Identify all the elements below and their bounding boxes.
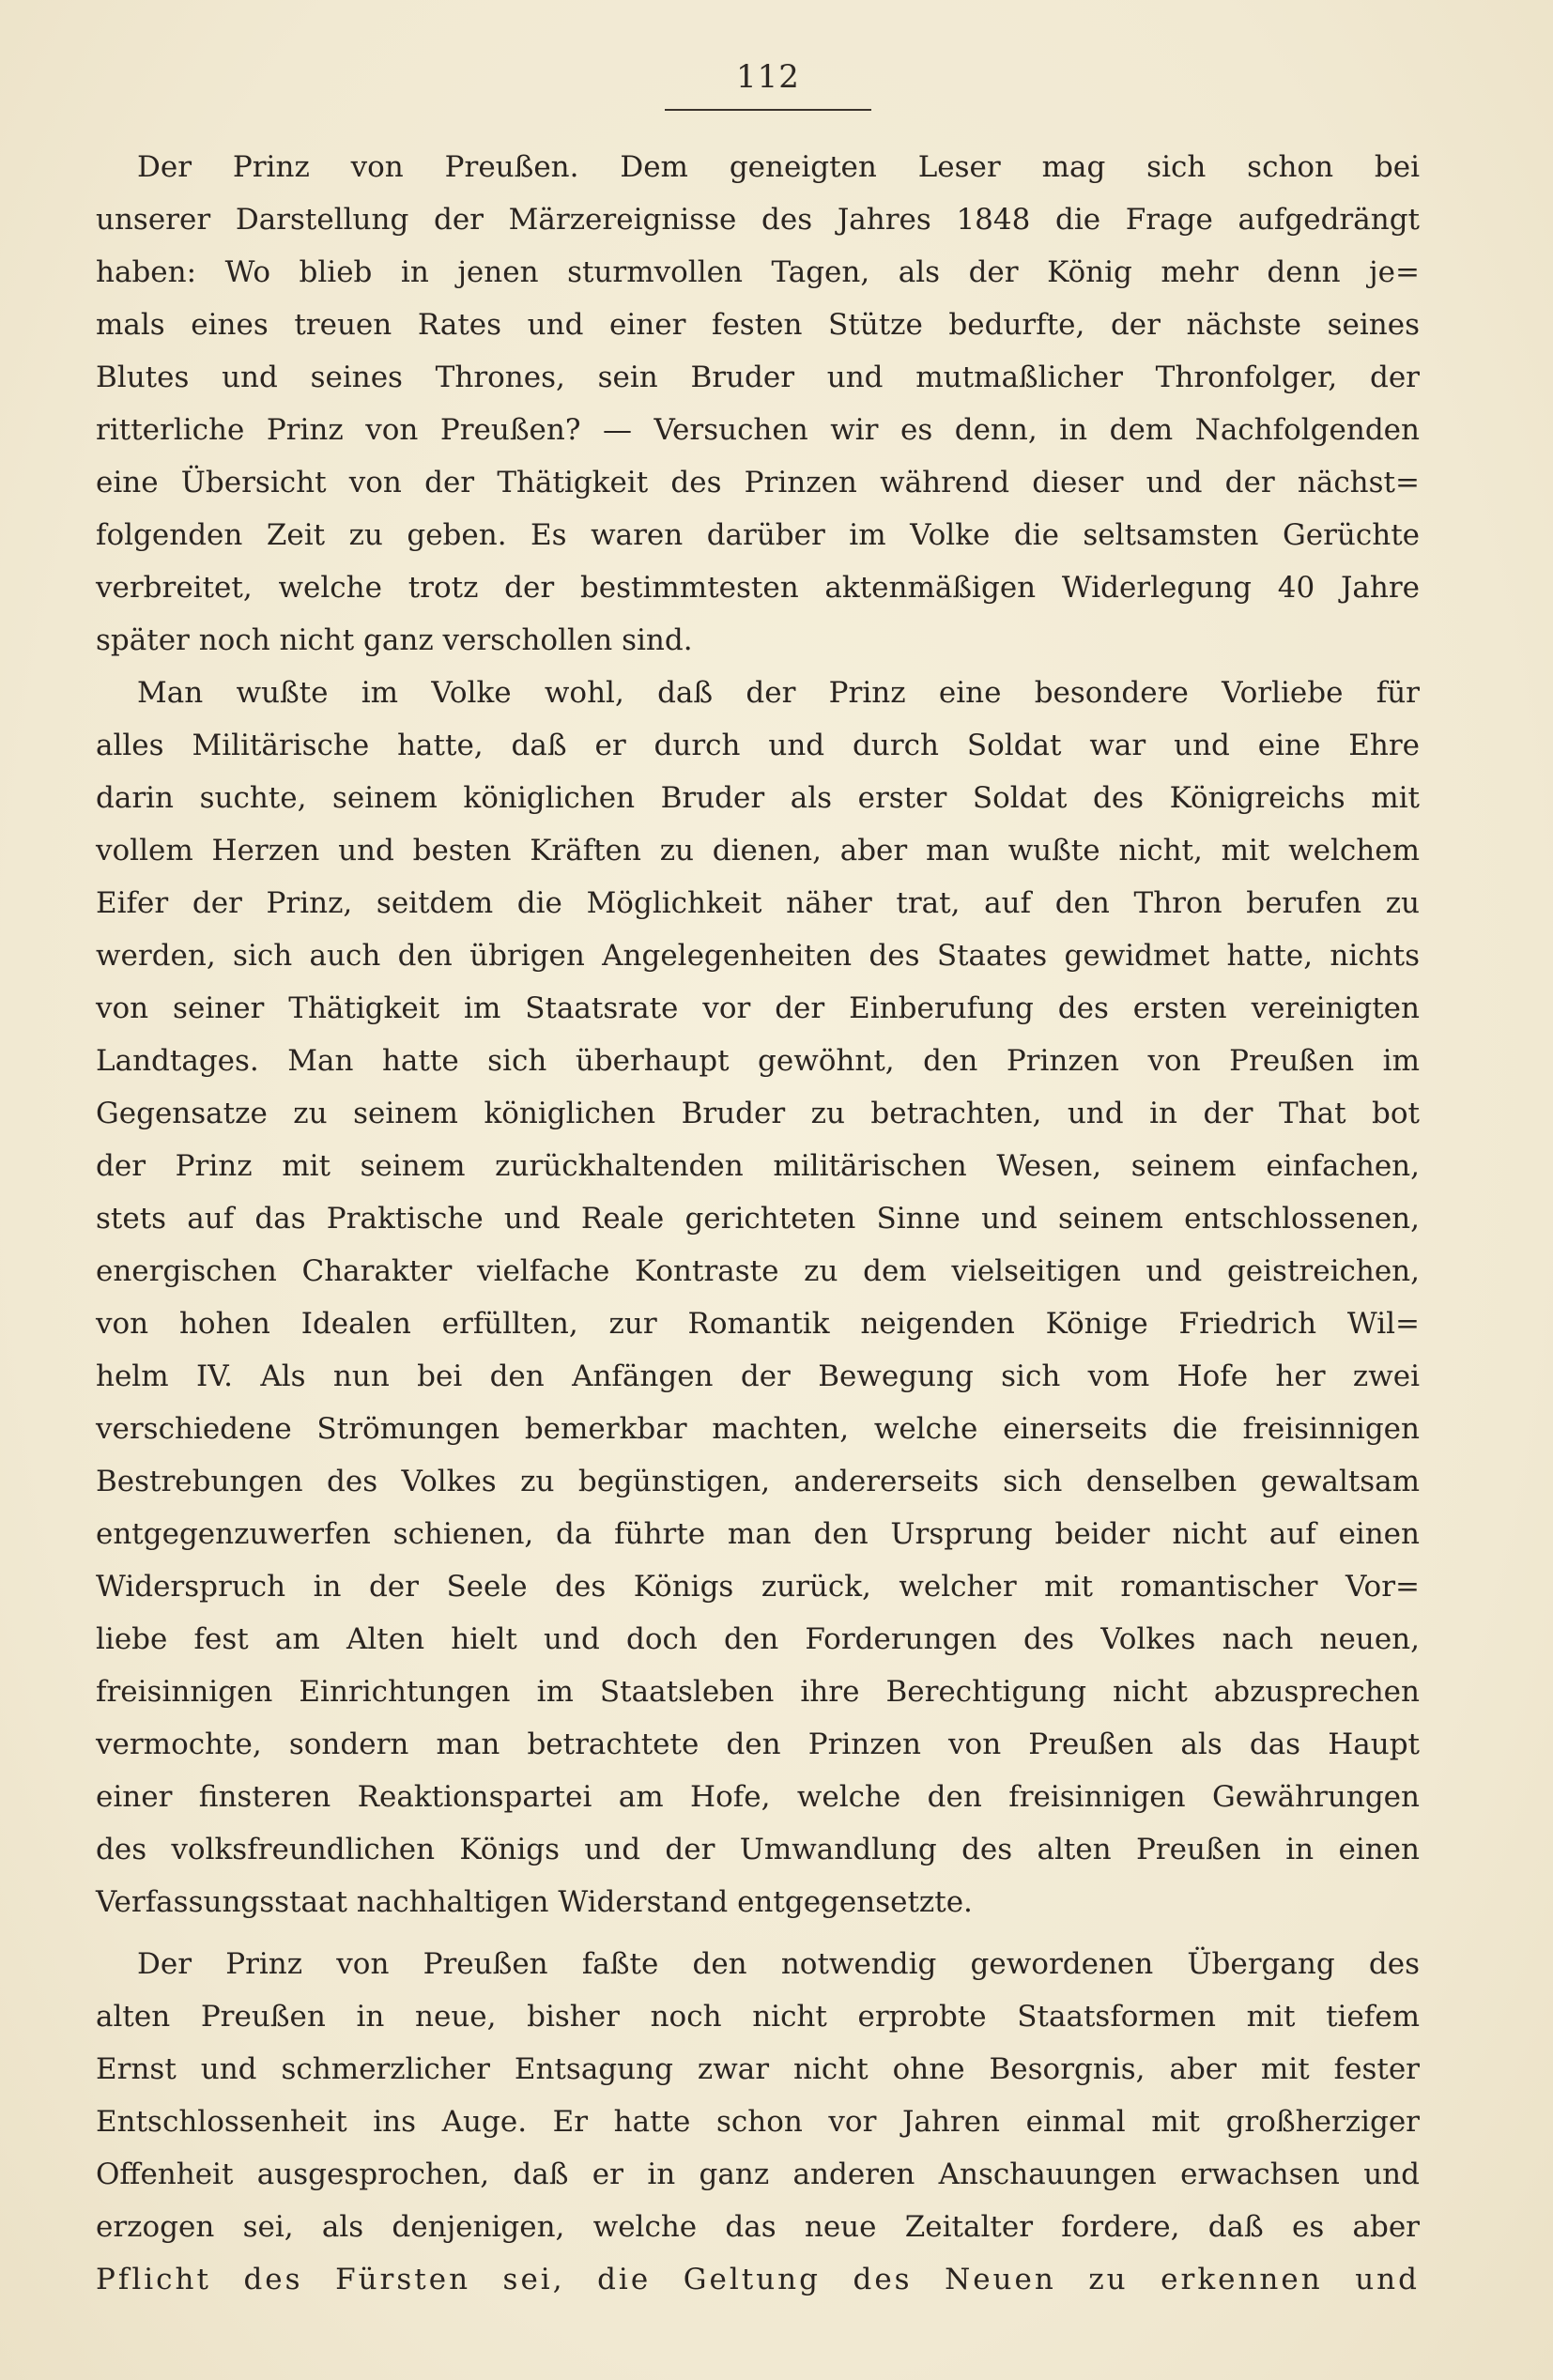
text-line: vollem Herzen und besten Kräften zu dienen, aber man wußte nicht, mit welchem [96,834,1420,868]
page-number: 112 [736,58,800,96]
text-line: mals eines treuen Rates und einer festen Stütze bedurfte, der nächste seines [96,308,1420,342]
text-line: verschiedene Strömungen bemerkbar machten, welche einerseits die freisinnigen [96,1412,1420,1446]
text-line: liebe fest am Alten hielt und doch den Forderungen des Volkes nach neuen, [96,1622,1420,1656]
text-line: Bestrebungen des Volkes zu begünstigen, andererseits sich denselben gewaltsam [96,1465,1420,1498]
text-line: von hohen Idealen erfüllten, zur Romantik neigenden Könige Friedrich Wil= [96,1307,1420,1341]
text-line: verbreitet, welche trotz der bestimmtesten aktenmäßigen Widerlegung 40 Jahre [96,571,1420,605]
text-line: vermochte, sondern man betrachtete den Prinzen von Preußen als das Haupt [96,1727,1420,1761]
text-line: erzogen sei, als denjenigen, welche das neue Zeitalter fordere, daß es aber [96,2210,1420,2244]
text-line: einer finsteren Reaktionspartei am Hofe, welche den freisinnigen Gewährungen [96,1780,1420,1814]
text-line: Pflicht des Fürsten sei, die Geltung des Neuen zu erkennen und [96,2263,1420,2296]
text-line: eine Übersicht von der Thätigkeit des Prinzen während dieser und der nächst= [96,466,1420,499]
paragraph-gap [96,1928,1420,1938]
text-line: Gegensatze zu seinem königlichen Bruder zu betrachten, und in der That bot [96,1097,1420,1130]
text-line: alten Preußen in neue, bisher noch nicht erprobte Staatsformen mit tiefem [96,2000,1420,2034]
paragraph-1 [96,141,1420,667]
body-text [96,141,1420,2306]
text-line: unserer Darstellung der Märzereignisse des Jahres 1848 die Frage aufgedrängt [96,203,1420,237]
text-line: Verfassungsstaat nachhaltigen Widerstand entgegensetzte. [96,1885,973,1919]
text-line: Ernst und schmerzlicher Entsagung zwar nicht ohne Besorgnis, aber mit fester [96,2052,1420,2086]
text-line: werden, sich auch den übrigen Angelegenheiten des Staates gewidmet hatte, nichts [96,939,1420,973]
text-line: energischen Charakter vielfache Kontraste zu dem vielseitigen und geistreichen, [96,1254,1420,1288]
text-line: der Prinz mit seinem zurückhaltenden militärischen Wesen, seinem einfachen, [96,1149,1420,1183]
text-line: ritterliche Prinz von Preußen? — Versuchen wir es denn, in dem Nachfolgenden [96,413,1420,447]
text-line: freisinnigen Einrichtungen im Staatsleben ihre Berechtigung nicht abzusprechen [96,1675,1420,1709]
text-line: darin suchte, seinem königlichen Bruder als erster Soldat des Königreichs mit [96,781,1420,815]
text-line: folgenden Zeit zu geben. Es waren darüber im Volke die seltsamsten Gerüchte [96,518,1420,552]
text-line: Widerspruch in der Seele des Königs zurück, welcher mit romantischer Vor= [96,1570,1420,1604]
text-line: Blutes und seines Thrones, sein Bruder und mutmaßlicher Thronfolger, der [96,361,1420,394]
paragraph-2 [96,667,1420,1928]
text-line: helm IV. Als nun bei den Anfängen der Bewegung sich vom Hofe her zwei [96,1359,1420,1393]
text-line: Der Prinz von Preußen faßte den notwendig gewordenen Übergang des [137,1947,1420,1981]
header-rule [665,109,871,111]
text-line: Der Prinz von Preußen. Dem geneigten Leser mag sich schon bei [137,150,1420,184]
text-line: später noch nicht ganz verschollen sind. [96,623,693,657]
text-line: Eifer der Prinz, seitdem die Möglichkeit näher trat, auf den Thron berufen zu [96,886,1420,920]
text-line: Landtages. Man hatte sich überhaupt gewöhnt, den Prinzen von Preußen im [96,1044,1420,1078]
text-line: des volksfreundlichen Königs und der Umwandlung des alten Preußen in einen [96,1833,1420,1866]
text-line: alles Militärische hatte, daß er durch und durch Soldat war und eine Ehre [96,729,1420,762]
text-line: Offenheit ausgesprochen, daß er in ganz anderen Anschauungen erwachsen und [96,2157,1420,2191]
text-line: stets auf das Praktische und Reale gerichteten Sinne und seinem entschlossenen, [96,1202,1420,1236]
text-line: entgegenzuwerfen schienen, da führte man den Ursprung beider nicht auf einen [96,1517,1420,1551]
text-line: Entschlossenheit ins Auge. Er hatte schon vor Jahren einmal mit großherziger [96,2105,1420,2139]
text-line: Man wußte im Volke wohl, daß der Prinz eine besondere Vorliebe für [137,676,1420,710]
text-line: haben: Wo blieb in jenen sturmvollen Tagen, als der König mehr denn je= [96,255,1420,289]
paragraph-3 [96,1938,1420,2306]
text-line: von seiner Thätigkeit im Staatsrate vor der Einberufung des ersten vereinigten [96,991,1420,1025]
